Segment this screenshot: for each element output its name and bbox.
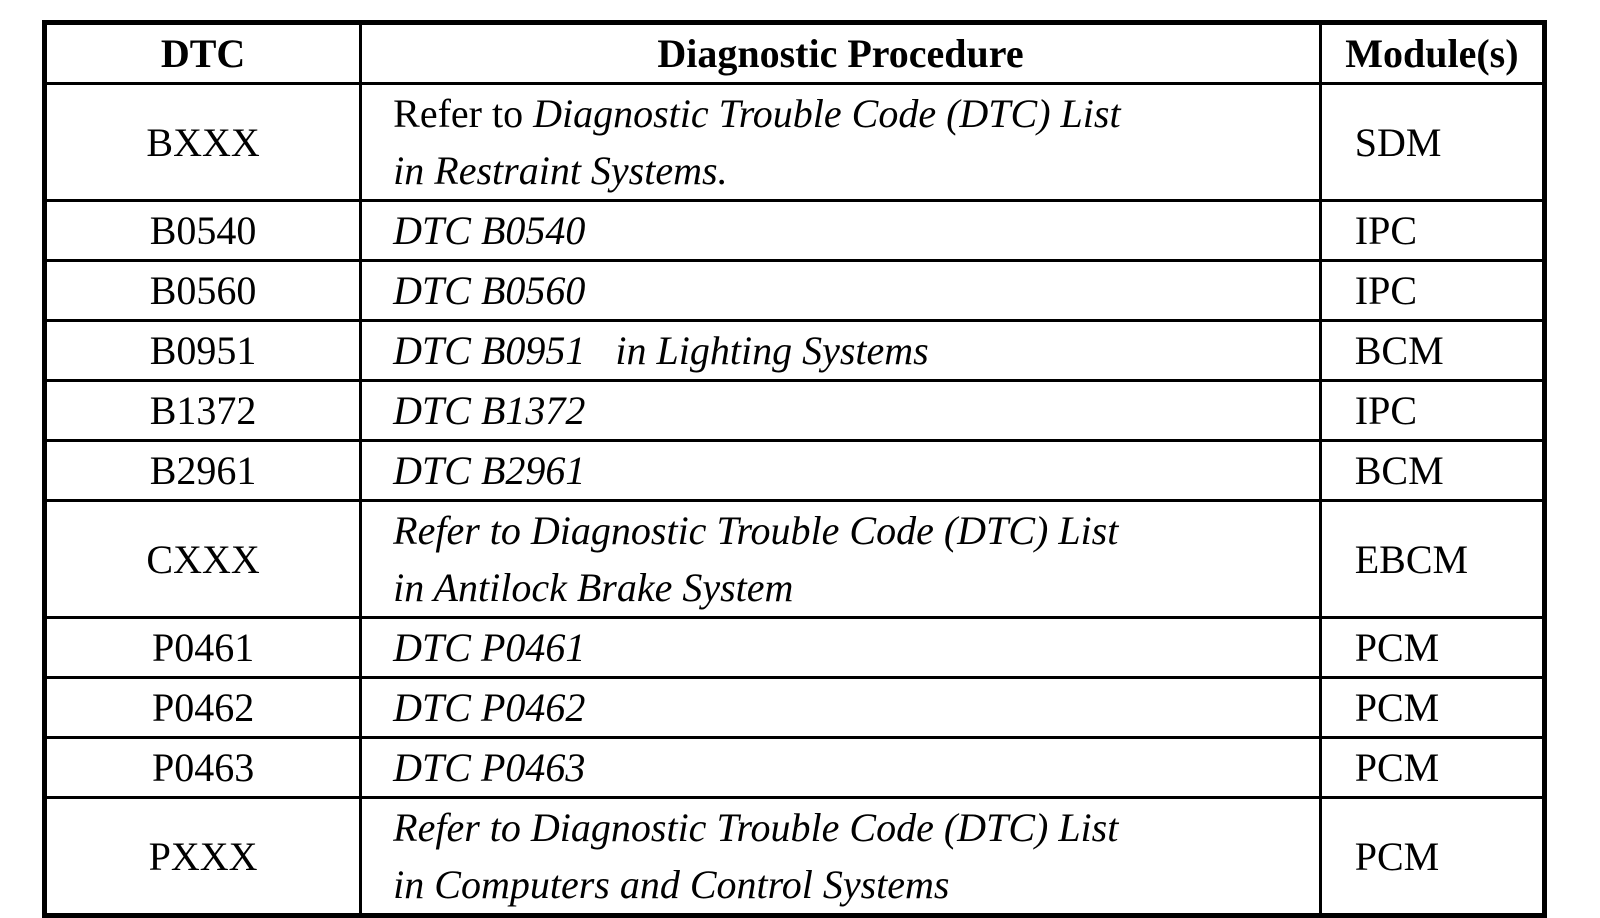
header-diagnostic-procedure: Diagnostic Procedure <box>361 23 1321 84</box>
dtc-code-cell: BXXX <box>45 84 361 201</box>
header-dtc: DTC <box>45 23 361 84</box>
dtc-code-cell: PXXX <box>45 798 361 916</box>
header-row <box>45 23 1545 84</box>
dtc-code-cell: CXXX <box>45 501 361 618</box>
table-row <box>45 501 1545 618</box>
table-row <box>45 441 1545 501</box>
dtc-code-cell: B1372 <box>45 381 361 441</box>
module-cell: BCM <box>1320 441 1544 501</box>
module-cell: EBCM <box>1320 501 1544 618</box>
table-row <box>45 678 1545 738</box>
table-body <box>45 84 1545 916</box>
dtc-code-cell: P0463 <box>45 738 361 798</box>
table-row <box>45 381 1545 441</box>
procedure-reference-text: Diagnostic Trouble Code (DTC) List <box>533 91 1121 136</box>
procedure-line <box>393 85 1319 142</box>
procedure-line <box>393 322 1319 379</box>
procedure-reference-text: DTC B0540 <box>393 208 586 253</box>
diagnostic-procedure-cell <box>361 321 1321 381</box>
module-cell: PCM <box>1320 798 1544 916</box>
procedure-reference-text: in Computers and Control Systems <box>393 862 950 907</box>
procedure-line <box>393 442 1319 499</box>
procedure-line <box>393 262 1319 319</box>
diagnostic-procedure-cell <box>361 381 1321 441</box>
module-cell: IPC <box>1320 261 1544 321</box>
procedure-reference-text: DTC P0462 <box>393 685 586 730</box>
procedure-reference-text: DTC B2961 <box>393 448 586 493</box>
diagnostic-procedure-cell <box>361 201 1321 261</box>
procedure-line <box>393 739 1319 796</box>
dtc-code-cell: B0560 <box>45 261 361 321</box>
procedure-reference-text: DTC B0560 <box>393 268 586 313</box>
procedure-line <box>393 856 1319 913</box>
diagnostic-procedure-cell <box>361 738 1321 798</box>
procedure-line <box>393 142 1319 199</box>
module-cell: SDM <box>1320 84 1544 201</box>
dtc-table <box>42 20 1547 918</box>
procedure-text: Refer to <box>393 91 534 136</box>
module-cell: IPC <box>1320 201 1544 261</box>
dtc-code-cell: B0540 <box>45 201 361 261</box>
dtc-code-cell: B0951 <box>45 321 361 381</box>
table-row <box>45 84 1545 201</box>
procedure-line <box>393 382 1319 439</box>
diagnostic-procedure-cell <box>361 501 1321 618</box>
module-cell: PCM <box>1320 678 1544 738</box>
procedure-reference-text: DTC B0951 in Lighting Systems <box>393 328 929 373</box>
dtc-code-cell: B2961 <box>45 441 361 501</box>
procedure-line <box>393 559 1319 616</box>
dtc-code-cell: P0461 <box>45 618 361 678</box>
table-header <box>45 23 1545 84</box>
table-row <box>45 201 1545 261</box>
module-cell: PCM <box>1320 618 1544 678</box>
diagnostic-procedure-cell <box>361 84 1321 201</box>
procedure-line <box>393 799 1319 856</box>
table-row <box>45 261 1545 321</box>
procedure-reference-text: Refer to Diagnostic Trouble Code (DTC) List <box>393 805 1119 850</box>
procedure-reference-text: DTC P0463 <box>393 745 586 790</box>
procedure-line <box>393 502 1319 559</box>
module-cell: BCM <box>1320 321 1544 381</box>
table-row <box>45 618 1545 678</box>
diagnostic-procedure-cell <box>361 261 1321 321</box>
procedure-line <box>393 619 1319 676</box>
module-cell: IPC <box>1320 381 1544 441</box>
procedure-reference-text: DTC P0461 <box>393 625 586 670</box>
table-row <box>45 798 1545 916</box>
procedure-line <box>393 202 1319 259</box>
table-row <box>45 738 1545 798</box>
diagnostic-procedure-cell <box>361 678 1321 738</box>
procedure-reference-text: in Restraint Systems. <box>393 148 728 193</box>
procedure-reference-text: Refer to Diagnostic Trouble Code (DTC) List <box>393 508 1119 553</box>
header-modules: Module(s) <box>1320 23 1544 84</box>
dtc-code-cell: P0462 <box>45 678 361 738</box>
procedure-line <box>393 679 1319 736</box>
procedure-reference-text: DTC B1372 <box>393 388 586 433</box>
diagnostic-procedure-cell <box>361 441 1321 501</box>
table-row <box>45 321 1545 381</box>
procedure-reference-text: in Antilock Brake System <box>393 565 794 610</box>
module-cell: PCM <box>1320 738 1544 798</box>
diagnostic-procedure-cell <box>361 798 1321 916</box>
diagnostic-procedure-cell <box>361 618 1321 678</box>
